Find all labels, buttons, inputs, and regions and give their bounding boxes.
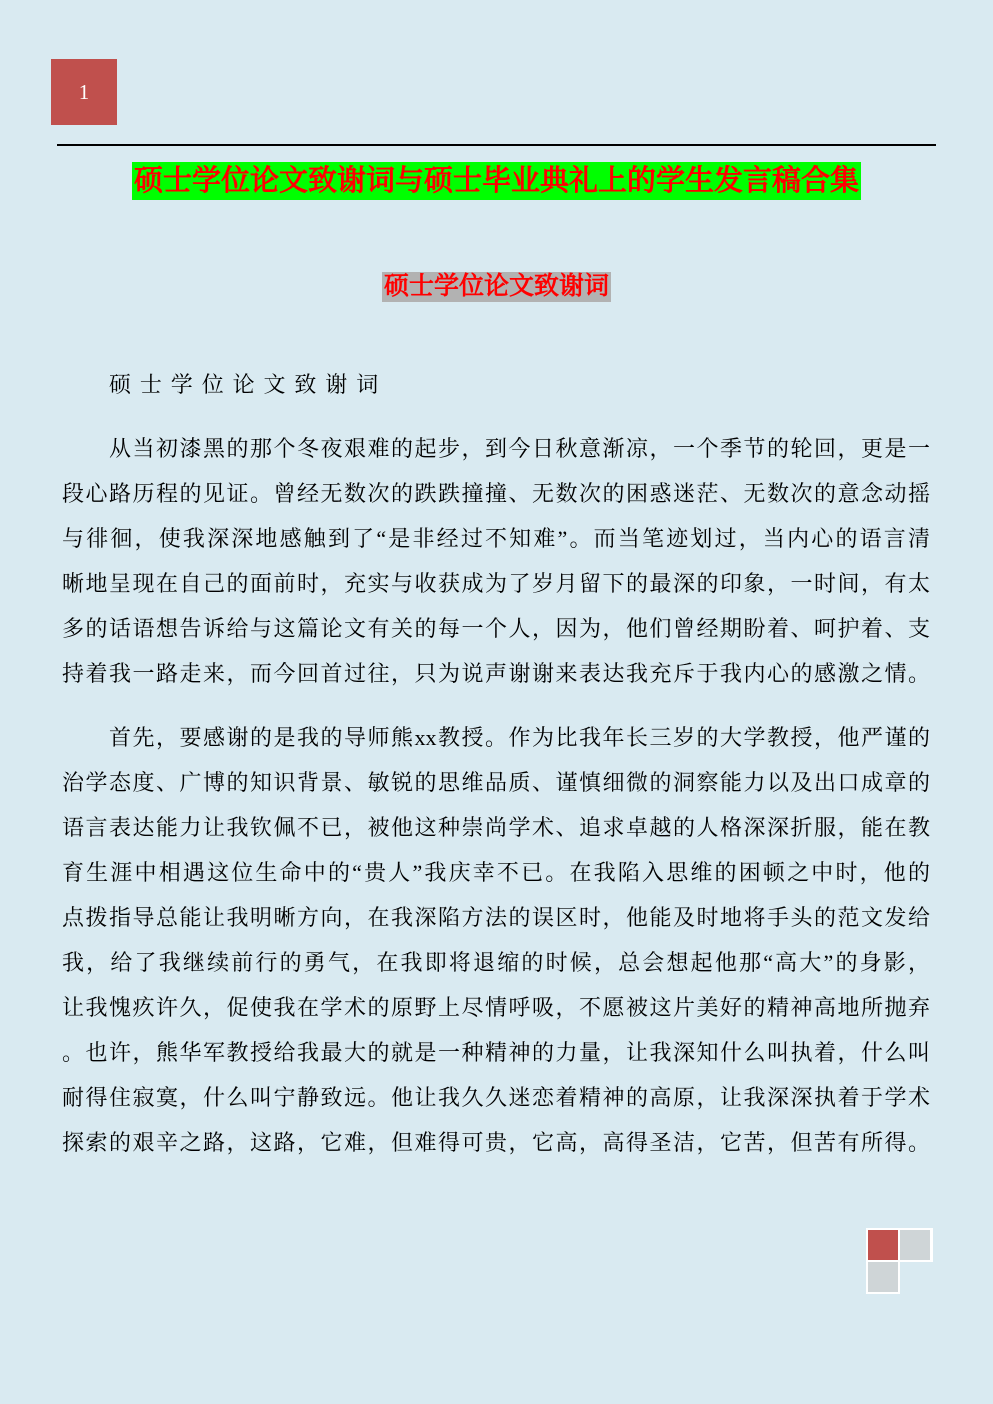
brand-logo	[866, 1228, 933, 1294]
text-line: 育生涯中相遇这位生命中的“贵人”我庆幸不已。在我陷入思维的困顿之中时，他的	[62, 860, 930, 885]
text-line: 点拨指导总能让我明晰方向，在我深陷方法的误区时，他能及时地将手头的范文发给	[62, 905, 930, 930]
text-line: 晰地呈现在自己的面前时，充实与收获成为了岁月留下的最深的印象，一时间，有太	[62, 571, 930, 596]
text-line: 耐得住寂寞，什么叫宁静致远。他让我久久迷恋着精神的高原，让我深深执着于学术	[62, 1085, 930, 1110]
text-line: 语言表达能力让我钦佩不已，被他这种崇尚学术、追求卓越的人格深深折服，能在教	[62, 815, 930, 840]
logo-square-red-icon	[868, 1230, 898, 1260]
text-line: 段心路历程的见证。曾经无数次的跌跌撞撞、无数次的困惑迷茫、无数次的意念动摇	[62, 481, 930, 506]
paragraph-2	[62, 715, 930, 1165]
text-line: 从当初漆黑的那个冬夜艰难的起步，到今日秋意渐凉，一个季节的轮回，更是一	[109, 436, 930, 461]
text-line: 探索的艰辛之路，这路，它难，但难得可贵，它高，高得圣洁，它苦，但苦有所得。	[62, 1130, 930, 1155]
text-line: 首先，要感谢的是我的导师熊xx教授。作为比我年长三岁的大学教授，他严谨的	[109, 725, 930, 750]
text-line: 。也许，熊华军教授给我最大的就是一种精神的力量，让我深知什么叫执着，什么叫	[62, 1040, 930, 1065]
logo-square-gray-icon	[900, 1230, 930, 1260]
text-line: 与徘徊，使我深深地感触到了“是非经过不知难”。而当笔迹划过，当内心的语言清	[62, 526, 930, 551]
text-line: 持着我一路走来，而今回首过往，只为说声谢谢来表达我充斥于我内心的感激之情。	[62, 661, 930, 686]
logo-square-gray-icon	[868, 1262, 898, 1292]
document-title: 硕士学位论文致谢词与硕士毕业典礼上的学生发言稿合集	[132, 162, 861, 200]
section-subtitle-row	[0, 272, 993, 302]
document-title-row	[0, 162, 993, 200]
body-heading: 硕 士 学 位 论 文 致 谢 词	[109, 372, 380, 397]
text-line: 我，给了我继续前行的勇气，在我即将退缩的时候，总会想起他那“高大”的身影，	[62, 950, 930, 975]
section-subtitle: 硕士学位论文致谢词	[383, 273, 609, 300]
header-divider	[57, 144, 936, 146]
page-number-badge: 1	[51, 59, 117, 125]
text-line: 多的话语想告诉给与这篇论文有关的每一个人，因为，他们曾经期盼着、呵护着、支	[62, 616, 930, 641]
document-body	[62, 362, 930, 1165]
text-line: 让我愧疚许久，促使我在学术的原野上尽情呼吸，不愿被这片美好的精神高地所抛弃	[62, 995, 930, 1020]
paragraph-1	[62, 426, 930, 696]
text-line: 治学态度、广博的知识背景、敏锐的思维品质、谨慎细微的洞察能力以及出口成章的	[62, 770, 930, 795]
